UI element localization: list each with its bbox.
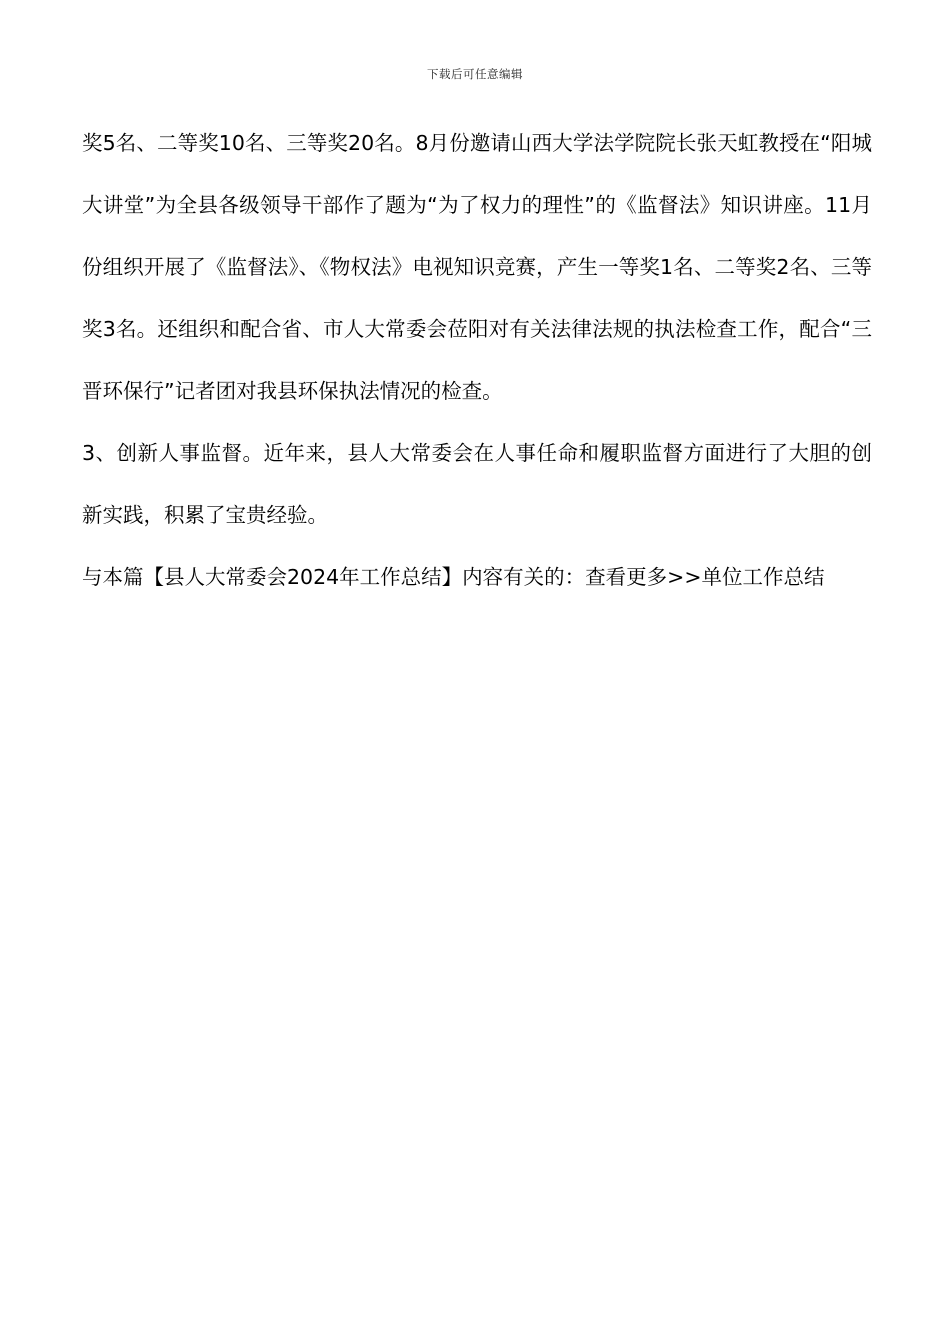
page-header-note: 下载后可任意编辑: [427, 67, 523, 81]
body-paragraph: 奖5名、二等奖10名、三等奖20名。8月份邀请山西大学法学院院长张天虹教授在“阳城大讲堂”为全县各级领导干部作了题为“为了权力的理性”的《监督法》知识讲座。11月份组织开展了《监督法》、《物权法》电视知识竞赛，产生一等奖1名、二等奖2名、三等奖3名。还组织和配合省、市人大常委会莅阳对有关法律法规的执法检查工作，配合“三晋环保行”记者团对我县环保执法情况的检查。: [82, 131, 872, 403]
body-paragraph: 3、创新人事监督。近年来，县人大常委会在人事任命和履职监督方面进行了大胆的创新实践，积累了宝贵经验。: [82, 441, 872, 527]
related-articles-paragraph: 与本篇【县人大常委会2024年工作总结】内容有关的：查看更多>>单位工作总结: [82, 565, 825, 589]
document-body: [82, 112, 872, 608]
